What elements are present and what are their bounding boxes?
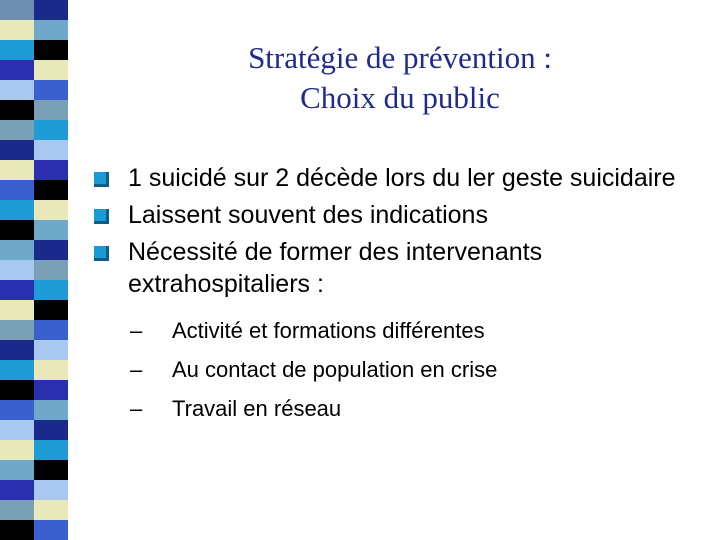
square-bullet-icon xyxy=(94,246,109,261)
square-bullet-icon xyxy=(94,172,109,187)
dash-marker: – xyxy=(130,318,143,343)
square-bullet-icon xyxy=(94,209,109,224)
sub-bullet-item xyxy=(130,389,714,428)
slide-title xyxy=(120,38,680,118)
bullet-item xyxy=(94,199,714,231)
sub-bullet-text: Activité et formations différentes xyxy=(172,318,485,343)
sub-bullet-text: Au contact de population en crise xyxy=(172,357,498,382)
title-line-2: Choix du public xyxy=(300,80,500,115)
decorative-stripe xyxy=(0,0,68,540)
bullet-text: Laissent souvent des indications xyxy=(128,201,488,229)
dash-marker: – xyxy=(130,396,143,421)
bullet-text: 1 suicidé sur 2 décède lors du ler geste suicidaire xyxy=(128,164,676,192)
bullet-item xyxy=(94,162,714,194)
sub-bullet-text: Travail en réseau xyxy=(172,396,342,421)
dash-marker: – xyxy=(130,357,143,382)
title-line-1: Stratégie de prévention : xyxy=(248,40,552,75)
bullet-list xyxy=(94,162,714,428)
sub-bullet-item xyxy=(130,350,714,389)
bullet-text: Nécessité de former des intervenants extrahospitaliers : xyxy=(128,238,543,298)
sub-bullet-item xyxy=(130,311,714,350)
bullet-item xyxy=(94,236,714,300)
